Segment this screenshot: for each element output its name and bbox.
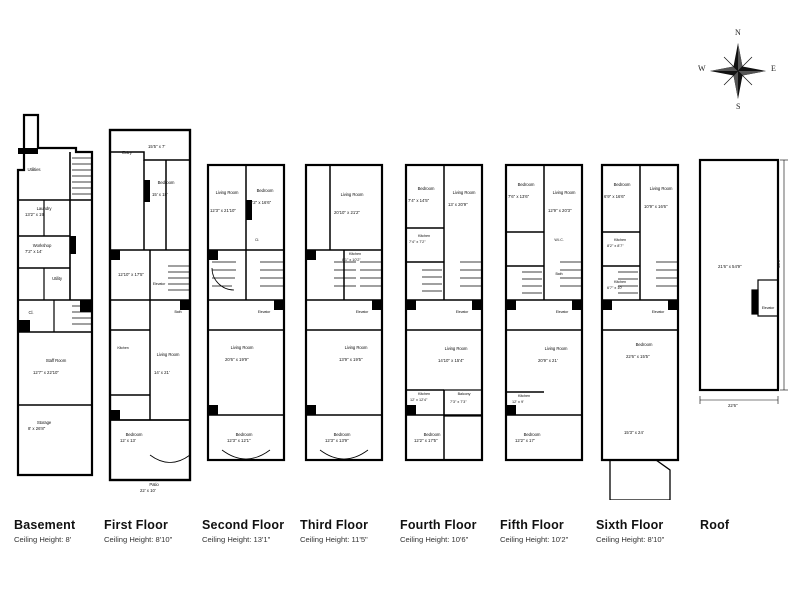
room-label: Living Room xyxy=(552,190,576,195)
plan-second-floor xyxy=(202,0,288,520)
room-label: Living Room xyxy=(544,346,568,351)
room-dims: 10'9" x 16'6" xyxy=(644,204,668,209)
fourth-floor-plan-drawing xyxy=(400,0,486,500)
floor-ceiling-height: Ceiling Height: 8'10" xyxy=(596,535,665,544)
room-label: Living Room xyxy=(649,186,673,191)
fifth-floor-plan-drawing xyxy=(500,0,586,500)
room-label: Living Room xyxy=(215,190,239,195)
room-dims: 20'9" x 21' xyxy=(538,358,558,363)
room-label: Elevator xyxy=(355,310,369,314)
room-label: Bedroom xyxy=(256,188,274,193)
room-label: Staff Room xyxy=(45,358,67,363)
room-label: Bedroom xyxy=(523,432,541,437)
room-dims: 7'4" x 7'2" xyxy=(409,240,426,244)
room-label: Kitchen xyxy=(614,238,626,242)
room-dims: 7'2" x 14' xyxy=(25,249,43,254)
room-label: Kitchen xyxy=(117,346,129,350)
room-label: Living Room xyxy=(444,346,468,351)
room-dims: 13'2" x 19' xyxy=(25,212,45,217)
room-label: Elevator xyxy=(257,310,271,314)
room-label: Cl. xyxy=(28,310,34,315)
room-label: Elevator xyxy=(555,310,569,314)
room-dims: 13' x 20'9" xyxy=(448,202,468,207)
room-label: Bedroom xyxy=(635,342,653,347)
room-dims: 12' x 9' xyxy=(512,400,524,404)
room-dims: 13'9" x 19'5" xyxy=(339,357,363,362)
room-label: Bedroom xyxy=(423,432,441,437)
room-label: Elevator xyxy=(651,310,665,314)
room-label: Utility xyxy=(52,276,62,281)
floor-ceiling-height: Ceiling Height: 8'10" xyxy=(104,535,173,544)
room-dims: 20'6" x 19'9" xyxy=(225,357,249,362)
room-dims: 6'7" x 10' xyxy=(607,286,623,290)
floor-label-sixth-floor xyxy=(596,518,664,544)
room-dims: 8' x 26'8" xyxy=(28,426,46,431)
room-label: Utilities xyxy=(27,167,41,172)
floor-ceiling-height: Ceiling Height: 11'5" xyxy=(300,535,368,544)
floor-label-fourth-floor xyxy=(400,518,477,544)
floor-label-basement xyxy=(14,518,75,544)
room-label: Bedroom xyxy=(333,432,351,437)
roof-area-dims: 21'6" x 54'9" xyxy=(718,264,742,269)
room-label: Bath xyxy=(174,310,182,314)
room-label: Bedroom xyxy=(125,432,143,437)
room-dims: 22'6" x 15'5" xyxy=(626,354,650,359)
floor-title: Third Floor xyxy=(300,518,369,532)
room-label: Patio xyxy=(149,482,159,487)
plan-basement xyxy=(14,0,100,520)
room-label: Living Room xyxy=(452,190,476,195)
third-floor-plan-drawing xyxy=(300,0,386,500)
plan-third-floor xyxy=(300,0,386,520)
room-label: Bedroom xyxy=(235,432,253,437)
room-dims: 7'3" x 7'3" xyxy=(450,400,467,404)
room-label: Elevator xyxy=(152,282,166,286)
room-label: Bedroom xyxy=(517,182,535,187)
room-dims: 7'4" x 14'5" xyxy=(408,198,430,203)
sixth-floor-plan-drawing xyxy=(596,0,688,500)
room-dims: 22' x 10' xyxy=(140,488,156,493)
room-label: Bath xyxy=(555,272,563,276)
floor-label-third-floor xyxy=(300,518,368,544)
plan-first-floor xyxy=(104,0,196,520)
floor-ceiling-height: Ceiling Height: 8' xyxy=(14,535,72,544)
room-label: Workshop xyxy=(32,243,52,248)
room-dims: 12'2" x 17'5" xyxy=(414,438,438,443)
floor-title: Second Floor xyxy=(202,518,285,532)
room-dims: 20'10" x 21'2" xyxy=(334,210,360,215)
room-dims: 7'6" x 13'6" xyxy=(508,194,530,199)
room-dims: 6'9" x 16'6" xyxy=(604,194,626,199)
room-dims: 12'7" x 22'10" xyxy=(33,370,59,375)
roof-depth-dim: 65'9" xyxy=(776,258,781,268)
room-dims: 8'2" x 8'7" xyxy=(607,244,624,248)
floor-label-roof xyxy=(700,518,729,535)
floor-title: First Floor xyxy=(104,518,169,532)
room-label: Entry xyxy=(122,150,132,155)
floor-title: Basement xyxy=(14,518,76,532)
room-label: Cl. xyxy=(254,238,260,242)
room-dims: 12'3" x 13'9" xyxy=(325,438,349,443)
room-dims: 14'10" x 15'4" xyxy=(438,358,464,363)
room-dims: 12'3" x 12'1" xyxy=(227,438,251,443)
room-label: Storage xyxy=(36,420,52,425)
room-label: W.I.C. xyxy=(554,238,564,242)
room-label: Kitchen xyxy=(418,234,430,238)
room-dims: 12' x 13' xyxy=(120,438,136,443)
compass-label-north: N xyxy=(735,28,741,37)
floor-title: Fifth Floor xyxy=(500,518,564,532)
plan-fourth-floor xyxy=(400,0,486,520)
room-label: Living Room xyxy=(156,352,180,357)
floor-ceiling-height: Ceiling Height: 10'6" xyxy=(400,535,469,544)
compass-label-west: W xyxy=(698,64,706,73)
room-dims: 12'3" x 21'10" xyxy=(210,208,236,213)
room-dims: 12'10" x 17'5" xyxy=(118,272,144,277)
terrace-dims: 15'3" x 24' xyxy=(624,430,644,435)
compass-label-east: E xyxy=(771,64,776,73)
plan-roof xyxy=(692,0,788,520)
room-label: Living Room xyxy=(344,345,368,350)
plan-fifth-floor xyxy=(500,0,586,520)
second-floor-plan-drawing xyxy=(202,0,288,500)
room-label: Bedroom xyxy=(417,186,435,191)
floor-label-second-floor xyxy=(202,518,284,544)
floor-title: Roof xyxy=(700,518,730,532)
roof-plan-drawing xyxy=(692,0,788,500)
room-label: Kitchen xyxy=(349,252,361,256)
room-dims: 14' x 21' xyxy=(154,370,170,375)
room-label: Bedroom xyxy=(157,180,175,185)
floor-title: Fourth Floor xyxy=(400,518,477,532)
room-label: Kitchen xyxy=(418,392,430,396)
room-dims: 15'5" x 7' xyxy=(148,144,166,149)
plan-sixth-floor xyxy=(596,0,688,520)
compass-label-south: S xyxy=(736,102,741,111)
floor-ceiling-height: Ceiling Height: 13'1" xyxy=(202,535,271,544)
room-dims: 12' x 12'4" xyxy=(410,398,428,402)
room-dims: 12'2" x 17' xyxy=(515,438,535,443)
first-floor-plan-drawing xyxy=(104,0,196,500)
room-label: Living Room xyxy=(340,192,364,197)
room-dims: 8'1" x 10'2" xyxy=(342,258,361,262)
room-label: Bedroom xyxy=(613,182,631,187)
room-dims: 15' x 18' xyxy=(152,192,168,197)
room-dims: 8'2" x 16'6" xyxy=(250,200,272,205)
room-label: Kitchen xyxy=(518,394,530,398)
room-label: Elevator xyxy=(455,310,469,314)
floor-ceiling-height: Ceiling Height: 10'2" xyxy=(500,535,569,544)
room-dims: 12'9" x 20'3" xyxy=(548,208,572,213)
room-label: Living Room xyxy=(230,345,254,350)
floor-title: Sixth Floor xyxy=(596,518,664,532)
floor-label-fifth-floor xyxy=(500,518,568,544)
roof-width-dim: 22'6" xyxy=(728,403,738,408)
floor-label-first-floor xyxy=(104,518,172,544)
room-label: Balcony xyxy=(457,392,471,396)
room-label: Elevator xyxy=(761,306,775,310)
room-label: Kitchen xyxy=(614,280,626,284)
room-label: Laundry xyxy=(36,206,52,211)
